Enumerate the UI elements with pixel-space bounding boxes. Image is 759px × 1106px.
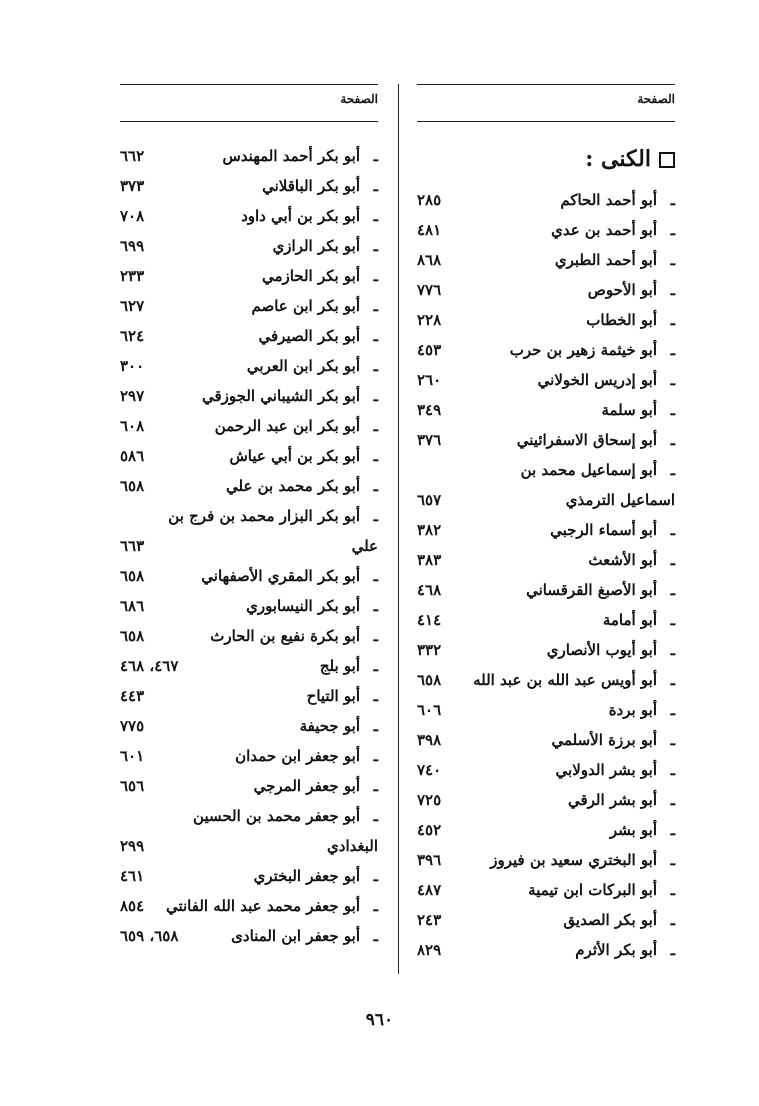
index-entry bbox=[120, 531, 378, 561]
entry-page-number: ٢٩٧ bbox=[120, 387, 145, 405]
square-icon bbox=[659, 152, 675, 168]
entry-dash: ـ bbox=[373, 417, 378, 435]
entry-name: أبو إسماعيل محمد بن bbox=[520, 461, 657, 479]
entry-name: أبو جعفر ابن المنادى bbox=[231, 927, 360, 945]
entry-page-number: ٦٩٩ bbox=[120, 237, 145, 255]
entry-name: أبو خيثمة زهير بن حرب bbox=[509, 341, 657, 359]
entry-dash: ـ bbox=[373, 447, 378, 465]
entry-dash: ـ bbox=[670, 821, 675, 839]
index-entry bbox=[120, 321, 378, 351]
entry-page-number: ٦٦٢ bbox=[120, 147, 145, 165]
entry-page-number: ٣٧٦ bbox=[417, 431, 442, 449]
index-entry bbox=[120, 681, 378, 711]
entry-dash: ـ bbox=[373, 207, 378, 225]
entry-dash: ـ bbox=[373, 567, 378, 585]
entry-dash: ـ bbox=[670, 761, 675, 779]
entry-name: أبو بشر bbox=[609, 821, 657, 839]
header-rule-top bbox=[417, 84, 675, 85]
entry-dash: ـ bbox=[373, 657, 378, 675]
entry-name: أبو بكر ابن عبد الرحمن bbox=[214, 417, 360, 435]
entry-dash: ـ bbox=[670, 851, 675, 869]
entry-page-number: ٧٧٦ bbox=[417, 281, 442, 299]
entry-dash: ـ bbox=[670, 431, 675, 449]
entry-page-number: ٧٧٥ bbox=[120, 717, 145, 735]
entry-page-number: ٢٣٣ bbox=[120, 267, 145, 285]
entry-dash: ـ bbox=[670, 341, 675, 359]
entry-dash: ـ bbox=[373, 267, 378, 285]
entry-page-number: ٦٥٨ bbox=[120, 567, 145, 585]
index-entry bbox=[417, 665, 675, 695]
entry-dash: ـ bbox=[670, 191, 675, 209]
entry-page-number: ٤٦٧، ٤٦٨ bbox=[120, 657, 179, 675]
index-entry bbox=[417, 275, 675, 305]
entry-dash: ـ bbox=[670, 371, 675, 389]
entry-name: أبو الأحوص bbox=[587, 281, 657, 299]
entry-page-number: ٣٧٣ bbox=[120, 177, 145, 195]
index-entry bbox=[417, 215, 675, 245]
index-entry bbox=[120, 591, 378, 621]
entry-page-number: ٣٩٨ bbox=[417, 731, 442, 749]
index-entry bbox=[417, 245, 675, 275]
entry-name: أبو البركات ابن تيمية bbox=[528, 881, 657, 899]
index-entry bbox=[120, 351, 378, 381]
entry-dash: ـ bbox=[670, 401, 675, 419]
index-entry bbox=[120, 561, 378, 591]
entry-page-number: ٦٥٨ bbox=[120, 627, 145, 645]
entry-page-number: ٦٥٨ bbox=[417, 671, 442, 689]
index-entry bbox=[417, 185, 675, 215]
entry-dash: ـ bbox=[373, 237, 378, 255]
entry-page-number: ٤٨١ bbox=[417, 221, 442, 239]
index-entry bbox=[417, 425, 675, 455]
entry-page-number: ٥٨٦ bbox=[120, 447, 145, 465]
entry-dash: ـ bbox=[670, 701, 675, 719]
entry-page-number: ٨٥٤ bbox=[120, 897, 145, 915]
header-rule-bottom bbox=[417, 121, 675, 122]
entry-name: أبو برزة الأسلمي bbox=[551, 731, 657, 749]
entry-page-number: ٤٥٢ bbox=[417, 821, 442, 839]
entry-page-number: ٣٤٩ bbox=[417, 401, 442, 419]
index-entry bbox=[417, 605, 675, 635]
entry-name: أبو بكر الحازمي bbox=[261, 267, 360, 285]
index-entry bbox=[120, 891, 378, 921]
entry-name: أبو بكر الأثرم bbox=[575, 941, 657, 959]
index-entry bbox=[120, 741, 378, 771]
entry-dash: ـ bbox=[670, 911, 675, 929]
entry-page-number: ٢٩٩ bbox=[120, 837, 145, 855]
entry-page-number: ٣٣٢ bbox=[417, 641, 442, 659]
index-entry bbox=[417, 785, 675, 815]
entry-dash: ـ bbox=[373, 807, 378, 825]
entry-dash: ـ bbox=[373, 387, 378, 405]
index-entry bbox=[120, 651, 378, 681]
left-entries-list bbox=[120, 141, 378, 951]
index-entry bbox=[120, 381, 378, 411]
entry-dash: ـ bbox=[373, 867, 378, 885]
entry-page-number: ٦٠٨ bbox=[120, 417, 145, 435]
entry-name: أبو بكرة نفيع بن الحارث bbox=[210, 627, 360, 645]
entry-page-number: ٨٦٨ bbox=[417, 251, 442, 269]
entry-dash: ـ bbox=[670, 791, 675, 809]
index-entry bbox=[417, 545, 675, 575]
entry-dash: ـ bbox=[670, 281, 675, 299]
entry-name: البغدادي bbox=[327, 837, 378, 855]
entry-page-number: ٤٨٧ bbox=[417, 881, 442, 899]
index-entry bbox=[120, 141, 378, 171]
entry-page-number: ٢٤٣ bbox=[417, 911, 442, 929]
entry-page-number: ٦٨٦ bbox=[120, 597, 145, 615]
entry-name: أبو بلج bbox=[319, 657, 360, 675]
entry-page-number: ٤٤٣ bbox=[120, 687, 145, 705]
index-entry bbox=[120, 801, 378, 831]
entry-name: علي bbox=[351, 537, 378, 555]
entry-name: أبو سلمة bbox=[601, 401, 657, 419]
section-title: الكنى : bbox=[585, 146, 651, 172]
entry-dash: ـ bbox=[373, 747, 378, 765]
entry-dash: ـ bbox=[373, 327, 378, 345]
entry-name: أبو أحمد بن عدي bbox=[551, 221, 657, 239]
index-entry bbox=[417, 875, 675, 905]
entry-name: أبو أويس عبد الله بن عبد الله bbox=[473, 671, 657, 689]
index-entry bbox=[120, 471, 378, 501]
entry-page-number: ٣٩٦ bbox=[417, 851, 442, 869]
entry-dash: ـ bbox=[373, 717, 378, 735]
index-entry bbox=[120, 771, 378, 801]
entry-name: أبو بكر بن أبي عياش bbox=[229, 447, 360, 465]
entry-name: أبو إسحاق الاسفرائيني bbox=[516, 431, 657, 449]
index-entry bbox=[417, 695, 675, 725]
index-entry bbox=[417, 725, 675, 755]
entry-dash: ـ bbox=[670, 221, 675, 239]
index-entry bbox=[120, 441, 378, 471]
entry-name: اسماعيل الترمذي bbox=[565, 491, 675, 509]
entry-page-number: ٢٨٥ bbox=[417, 191, 442, 209]
entry-dash: ـ bbox=[670, 731, 675, 749]
entry-name: أبو أسماء الرجبي bbox=[550, 521, 657, 539]
entry-page-number: ٦٠٦ bbox=[417, 701, 442, 719]
entry-name: أبو بكر البزار محمد بن فرج بن bbox=[168, 507, 360, 525]
section-heading bbox=[585, 146, 675, 172]
entry-name: أبو بشر الدولابي bbox=[555, 761, 657, 779]
entry-name: أبو جعفر محمد بن الحسين bbox=[193, 807, 360, 825]
index-entry bbox=[417, 515, 675, 545]
entry-page-number: ٧٠٨ bbox=[120, 207, 145, 225]
index-entry bbox=[120, 861, 378, 891]
entry-dash: ـ bbox=[670, 611, 675, 629]
entry-page-number: ٦٠١ bbox=[120, 747, 145, 765]
entry-dash: ـ bbox=[373, 777, 378, 795]
entry-name: أبو الأشعث bbox=[588, 551, 657, 569]
entry-page-number: ٣٨٣ bbox=[417, 551, 442, 569]
entry-page-number: ٤١٤ bbox=[417, 611, 442, 629]
index-entry bbox=[120, 411, 378, 441]
entry-dash: ـ bbox=[373, 627, 378, 645]
entry-page-number: ٦٥٦ bbox=[120, 777, 145, 795]
entry-name: أبو بكر المقري الأصفهاني bbox=[201, 567, 360, 585]
entry-page-number: ٦٥٧ bbox=[417, 491, 442, 509]
entry-name: أبو الأصبغ القرقساني bbox=[526, 581, 657, 599]
entry-name: أبو إدريس الخولاني bbox=[537, 371, 657, 389]
column-divider bbox=[398, 84, 399, 974]
page-column-header: الصفحة bbox=[340, 92, 378, 106]
entry-name: أبو جعفر محمد عبد الله الفانتي bbox=[165, 897, 360, 915]
entry-dash: ـ bbox=[670, 251, 675, 269]
entry-page-number: ٦٥٨، ٦٥٩ bbox=[120, 927, 179, 945]
index-entry bbox=[417, 815, 675, 845]
entry-name: أبو بكر الشيباني الجوزقي bbox=[202, 387, 360, 405]
index-entry bbox=[120, 621, 378, 651]
entry-name: أبو بكر الصيرفي bbox=[258, 327, 360, 345]
entry-dash: ـ bbox=[373, 507, 378, 525]
entry-dash: ـ bbox=[373, 177, 378, 195]
index-entry bbox=[120, 201, 378, 231]
index-entry bbox=[417, 575, 675, 605]
right-entries-list bbox=[417, 185, 675, 965]
index-entry bbox=[417, 455, 675, 485]
entry-dash: ـ bbox=[373, 927, 378, 945]
entry-name: أبو بكر أحمد المهندس bbox=[222, 147, 360, 165]
entry-name: أبو بكر الباقلاني bbox=[262, 177, 360, 195]
entry-page-number: ٦٢٧ bbox=[120, 297, 145, 315]
entry-page-number: ٦٦٣ bbox=[120, 537, 145, 555]
entry-dash: ـ bbox=[670, 881, 675, 899]
entry-name: أبو التياح bbox=[306, 687, 360, 705]
entry-page-number: ٨٢٩ bbox=[417, 941, 442, 959]
entry-page-number: ٤٦١ bbox=[120, 867, 145, 885]
entry-dash: ـ bbox=[373, 357, 378, 375]
index-entry bbox=[417, 365, 675, 395]
page-number: ٩٦٠ bbox=[365, 1010, 394, 1030]
index-entry bbox=[120, 711, 378, 741]
entry-name: أبو أمامة bbox=[602, 611, 657, 629]
entry-page-number: ٧٤٠ bbox=[417, 761, 442, 779]
entry-page-number: ٤٦٨ bbox=[417, 581, 442, 599]
entry-name: أبو جعفر البختري bbox=[253, 867, 360, 885]
entry-dash: ـ bbox=[373, 297, 378, 315]
header-rule-top bbox=[120, 84, 378, 85]
entry-name: أبو بكر الرازي bbox=[272, 237, 360, 255]
entry-name: أبو بكر الصديق bbox=[563, 911, 657, 929]
entry-name: أبو أحمد الحاكم bbox=[560, 191, 657, 209]
entry-name: أبو بكر النيسابوري bbox=[246, 597, 360, 615]
index-entry bbox=[417, 935, 675, 965]
entry-dash: ـ bbox=[670, 641, 675, 659]
entry-dash: ـ bbox=[670, 671, 675, 689]
index-entry bbox=[417, 755, 675, 785]
entry-name: أبو بشر الرقي bbox=[567, 791, 657, 809]
entry-name: أبو الخطاب bbox=[586, 311, 657, 329]
index-entry bbox=[120, 501, 378, 531]
entry-dash: ـ bbox=[670, 941, 675, 959]
page-column-header: الصفحة bbox=[637, 92, 675, 106]
entry-name: أبو جعفر المرجي bbox=[253, 777, 360, 795]
entry-page-number: ٢٦٠ bbox=[417, 371, 442, 389]
entry-dash: ـ bbox=[670, 551, 675, 569]
entry-name: أبو بكر ابن العربي bbox=[246, 357, 360, 375]
index-entry bbox=[120, 921, 378, 951]
index-entry bbox=[417, 635, 675, 665]
entry-dash: ـ bbox=[670, 581, 675, 599]
entry-dash: ـ bbox=[373, 477, 378, 495]
index-entry bbox=[120, 261, 378, 291]
index-entry bbox=[417, 845, 675, 875]
entry-dash: ـ bbox=[373, 147, 378, 165]
entry-page-number: ٤٥٣ bbox=[417, 341, 442, 359]
entry-name: أبو جعفر ابن حمدان bbox=[235, 747, 360, 765]
entry-dash: ـ bbox=[670, 461, 675, 479]
entry-name: أبو أحمد الطبري bbox=[554, 251, 657, 269]
index-entry bbox=[417, 305, 675, 335]
index-entry bbox=[417, 395, 675, 425]
entry-name: أبو بكر محمد بن علي bbox=[226, 477, 360, 495]
entry-page-number: ٧٢٥ bbox=[417, 791, 442, 809]
entry-name: أبو بردة bbox=[608, 701, 657, 719]
entry-name: أبو بكر ابن عاصم bbox=[251, 297, 360, 315]
entry-dash: ـ bbox=[670, 521, 675, 539]
entry-page-number: ٦٢٤ bbox=[120, 327, 145, 345]
index-entry bbox=[417, 335, 675, 365]
index-entry bbox=[120, 231, 378, 261]
entry-page-number: ٣٠٠ bbox=[120, 357, 145, 375]
entry-dash: ـ bbox=[373, 687, 378, 705]
index-entry bbox=[120, 291, 378, 321]
entry-page-number: ٢٢٨ bbox=[417, 311, 442, 329]
index-entry bbox=[417, 485, 675, 515]
entry-dash: ـ bbox=[670, 311, 675, 329]
entry-name: أبو جحيفة bbox=[299, 717, 360, 735]
entry-name: أبو أيوب الأنصاري bbox=[546, 641, 657, 659]
index-entry bbox=[120, 831, 378, 861]
index-entry bbox=[120, 171, 378, 201]
entry-name: أبو بكر بن أبي داود bbox=[241, 207, 360, 225]
entry-page-number: ٣٨٢ bbox=[417, 521, 442, 539]
entry-page-number: ٦٥٨ bbox=[120, 477, 145, 495]
entry-dash: ـ bbox=[373, 897, 378, 915]
header-rule-bottom bbox=[120, 121, 378, 122]
entry-dash: ـ bbox=[373, 597, 378, 615]
index-entry bbox=[417, 905, 675, 935]
entry-name: أبو البختري سعيد بن فيروز bbox=[490, 851, 657, 869]
